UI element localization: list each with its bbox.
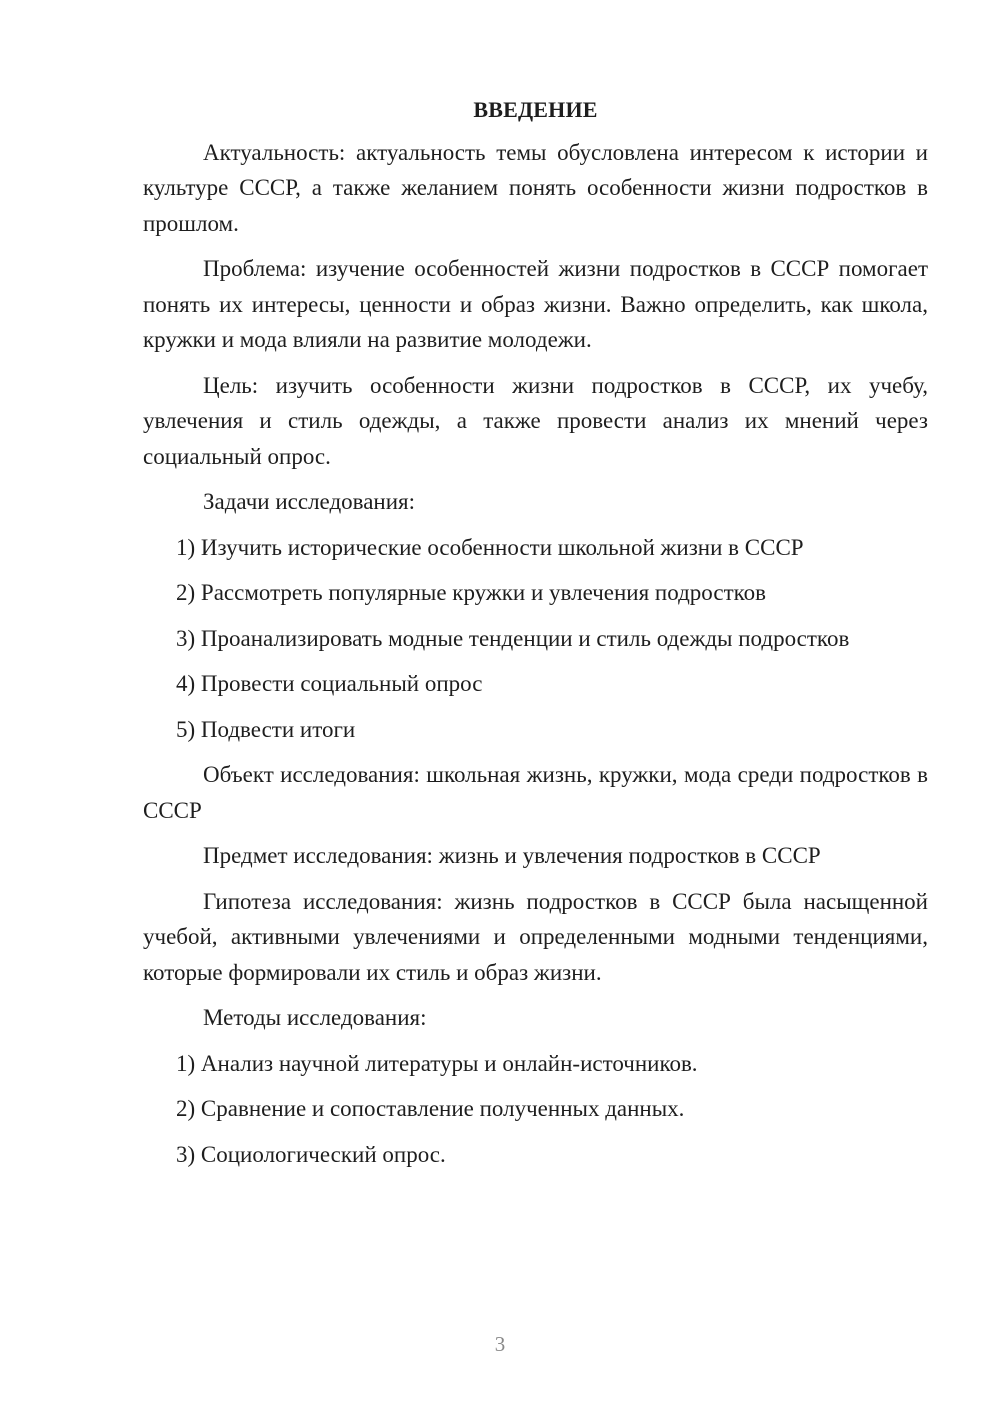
list-item: 4) Провести социальный опрос xyxy=(176,671,483,696)
problem-paragraph: Проблема: изучение особенностей жизни подростков в СССР помогает понять их интересы, ценности и образ жизни. Важно определить, как школа, кружки и мода влияли на развитие молодежи. xyxy=(143,256,928,352)
goal-paragraph: Цель: изучить особенности жизни подростков в СССР, их учебу, увлечения и стиль одежды, а также провести анализ их мнений через социальный опрос. xyxy=(143,372,928,469)
tasks-list xyxy=(143,530,928,748)
methods-list xyxy=(143,1046,928,1173)
list-item: 1) Анализ научной литературы и онлайн-источников. xyxy=(176,1050,698,1076)
list-item: 2) Рассмотреть популярные кружки и увлечения подростков xyxy=(176,580,766,605)
page-number: 3 xyxy=(494,1332,506,1356)
methods-heading: Методы исследования: xyxy=(203,1005,427,1030)
list-item: 2) Сравнение и сопоставление полученных данных. xyxy=(176,1096,685,1121)
object-paragraph: Объект исследования: школьная жизнь, кружки, мода среди подростков в СССР xyxy=(143,762,928,823)
relevance-paragraph: Актуальность: актуальность темы обусловлена интересом к истории и культуре СССР, а также желанием понять особенности жизни подростков в прошлом. xyxy=(143,139,928,236)
subject-paragraph: Предмет исследования: жизнь и увлечения подростков в СССР xyxy=(203,843,821,868)
tasks-heading: Задачи исследования: xyxy=(203,489,416,514)
list-item: 5) Подвести итоги xyxy=(176,716,356,742)
document-page xyxy=(143,92,928,1182)
list-item: 1) Изучить исторические особенности школьной жизни в СССР xyxy=(176,534,804,560)
section-title: ВВЕДЕНИЕ xyxy=(473,97,598,122)
list-item: 3) Проанализировать модные тенденции и стиль одежды подростков xyxy=(176,625,850,651)
list-item: 3) Социологический опрос. xyxy=(176,1141,446,1167)
hypothesis-paragraph: Гипотеза исследования: жизнь подростков в СССР была насыщенной учебой, активными увлечениями и определенными модными тенденциями, которые формировали их стиль и образ жизни. xyxy=(143,888,928,985)
